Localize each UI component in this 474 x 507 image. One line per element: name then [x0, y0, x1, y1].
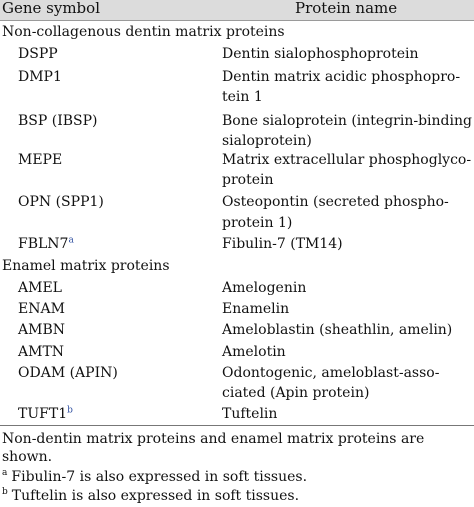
footnote-b [2, 487, 299, 505]
protein-cell: Odontogenic, ameloblast-asso- [222, 365, 440, 381]
gene-cell: DSPP [18, 46, 58, 62]
protein-cell: Ameloblastin (sheathlin, amelin) [222, 322, 453, 338]
gene-cell: ENAM [18, 301, 65, 317]
footnote-a-marker[interactable]: a [68, 235, 74, 246]
protein-cell: Fibulin-7 (TM14) [222, 236, 343, 252]
protein-cell: Amelogenin [222, 280, 307, 296]
protein-cell: Dentin matrix acidic phosphopro- [222, 69, 461, 85]
protein-cell-continued: protein [222, 172, 274, 188]
section-title-dentin: Non-collagenous dentin matrix proteins [2, 24, 285, 40]
gene-cell: OPN (SPP1) [18, 194, 104, 210]
table-bottom-rule [0, 425, 474, 426]
footnote-a [2, 468, 307, 486]
footnote-b-text: Tuftelin is also expressed in soft tissues. [11, 488, 300, 504]
protein-cell: Osteopontin (secreted phospho- [222, 194, 449, 210]
gene-cell: DMP1 [18, 69, 62, 85]
protein-cell-continued: tein 1 [222, 89, 263, 105]
footnote-b-mark: b [2, 487, 8, 498]
gene-cell: BSP (IBSP) [18, 113, 98, 129]
protein-cell-continued: protein 1) [222, 215, 293, 231]
gene-cell: AMBN [18, 322, 65, 338]
protein-cell: Bone sialoprotein (integrin-binding [222, 113, 472, 129]
footnote-a-text: Fibulin-7 is also expressed in soft tissues. [11, 469, 308, 485]
protein-cell: Dentin sialophosphoprotein [222, 46, 419, 62]
table-caption-line1: Non-dentin matrix proteins and enamel matrix proteins are [2, 431, 425, 447]
header-protein-name: Protein name [295, 0, 398, 17]
table-header [0, 0, 474, 21]
gene-symbol: FBLN7 [18, 236, 69, 252]
protein-cell-continued: sialoprotein) [222, 133, 312, 149]
gene-cell: AMEL [18, 280, 62, 296]
gene-cell: MEPE [18, 152, 63, 168]
gene-cell: AMTN [18, 344, 65, 360]
protein-cell: Enamelin [222, 301, 290, 317]
section-title-enamel: Enamel matrix proteins [2, 258, 170, 274]
gene-cell-with-note [18, 235, 74, 253]
protein-cell: Amelotin [222, 344, 286, 360]
header-gene-symbol: Gene symbol [2, 0, 100, 17]
protein-cell: Tuftelin [222, 406, 278, 422]
table-caption-line2: shown. [2, 449, 53, 465]
gene-cell-with-note [18, 405, 73, 423]
protein-cell-continued: ciated (Apin protein) [222, 385, 370, 401]
gene-cell: ODAM (APIN) [18, 365, 118, 381]
footnote-b-marker[interactable]: b [67, 405, 73, 416]
footnote-a-mark: a [2, 468, 8, 479]
protein-cell: Matrix extracellular phosphoglyco- [222, 152, 472, 168]
gene-symbol: TUFT1 [18, 406, 68, 422]
